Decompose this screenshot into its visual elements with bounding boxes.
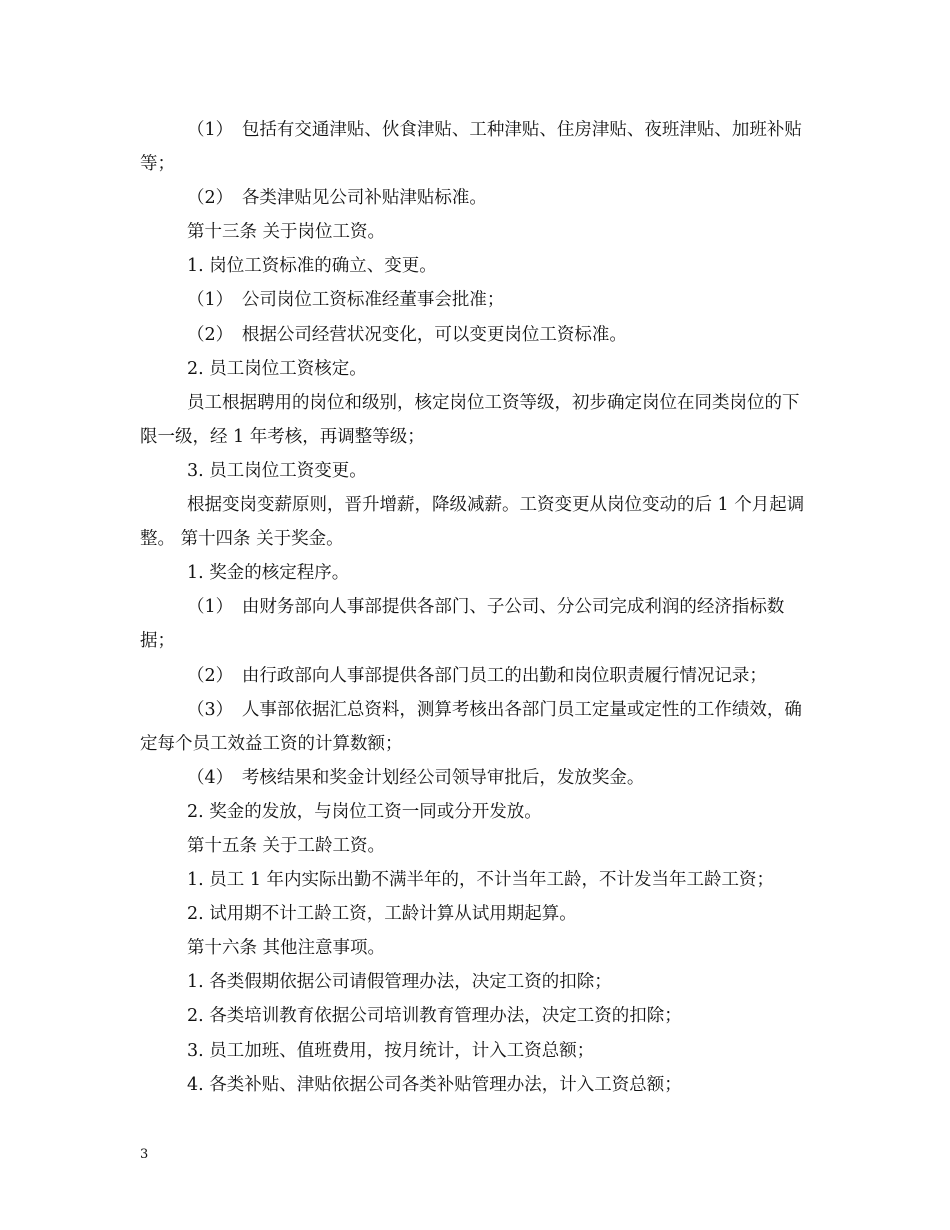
section-heading: 第十六条 其他注意事项。 xyxy=(187,938,386,959)
paragraph: 3. 员工加班、值班费用，按月统计，计入工资总额； xyxy=(187,1040,595,1061)
paragraph: 1. 岗位工资标准的确立、变更。 xyxy=(187,256,437,277)
paragraph: 1. 员工 1 年内实际出勤不满半年的，不计当年工龄，不计发当年工龄工资； xyxy=(187,870,775,891)
paragraph: （2） 根据公司经营状况变化，可以变更岗位工资标准。 xyxy=(187,324,627,345)
paragraph: 1. 各类假期依据公司请假管理办法，决定工资的扣除； xyxy=(187,972,612,993)
paragraph: 3. 员工岗位工资变更。 xyxy=(187,460,367,481)
paragraph: 根据变岗变薪原则，晋升增薪，降级减薪。工资变更从岗位变动的后 1 个月起调整。 第十四条 关于奖金。 xyxy=(140,495,805,550)
section-heading: 第十三条 关于岗位工资。 xyxy=(187,222,386,243)
section-heading: 第十五条 关于工龄工资。 xyxy=(187,835,386,856)
paragraph: （1） 由财务部向人事部提供各部门、子公司、分公司完成利润的经济指标数据； xyxy=(140,597,785,652)
paragraph: 2. 试用期不计工龄工资，工龄计算从试用期起算。 xyxy=(187,904,577,925)
paragraph: 员工根据聘用的岗位和级别，核定岗位工资等级，初步确定岗位在同类岗位的下限一级，经 1 年考核，再调整等级； xyxy=(140,392,800,447)
paragraph: （2） 各类津贴见公司补贴津贴标准。 xyxy=(187,188,487,209)
paragraph: 4. 各类补贴、津贴依据公司各类补贴管理办法，计入工资总额； xyxy=(187,1074,682,1095)
paragraph: 2. 员工岗位工资核定。 xyxy=(187,358,367,379)
paragraph: （3） 人事部依据汇总资料，测算考核出各部门员工定量或定性的工作绩效，确定每个员工效益工资的计算数额； xyxy=(140,699,802,754)
paragraph: 1. 奖金的核定程序。 xyxy=(187,563,350,584)
paragraph: （1） 包括有交通津贴、伙食津贴、工种津贴、住房津贴、夜班津贴、加班补贴等； xyxy=(140,120,802,175)
paragraph: （2） 由行政部向人事部提供各部门员工的出勤和岗位职责履行情况记录； xyxy=(187,665,767,686)
document-body xyxy=(140,113,812,1102)
paragraph: 2. 各类培训教育依据公司培训教育管理办法，决定工资的扣除； xyxy=(187,1006,682,1027)
page-number: 3 xyxy=(140,1147,149,1162)
paragraph: （1） 公司岗位工资标准经董事会批准； xyxy=(187,290,505,311)
paragraph: （4） 考核结果和奖金计划经公司领导审批后，发放奖金。 xyxy=(187,767,645,788)
paragraph: 2. 奖金的发放，与岗位工资一同或分开发放。 xyxy=(187,801,542,822)
